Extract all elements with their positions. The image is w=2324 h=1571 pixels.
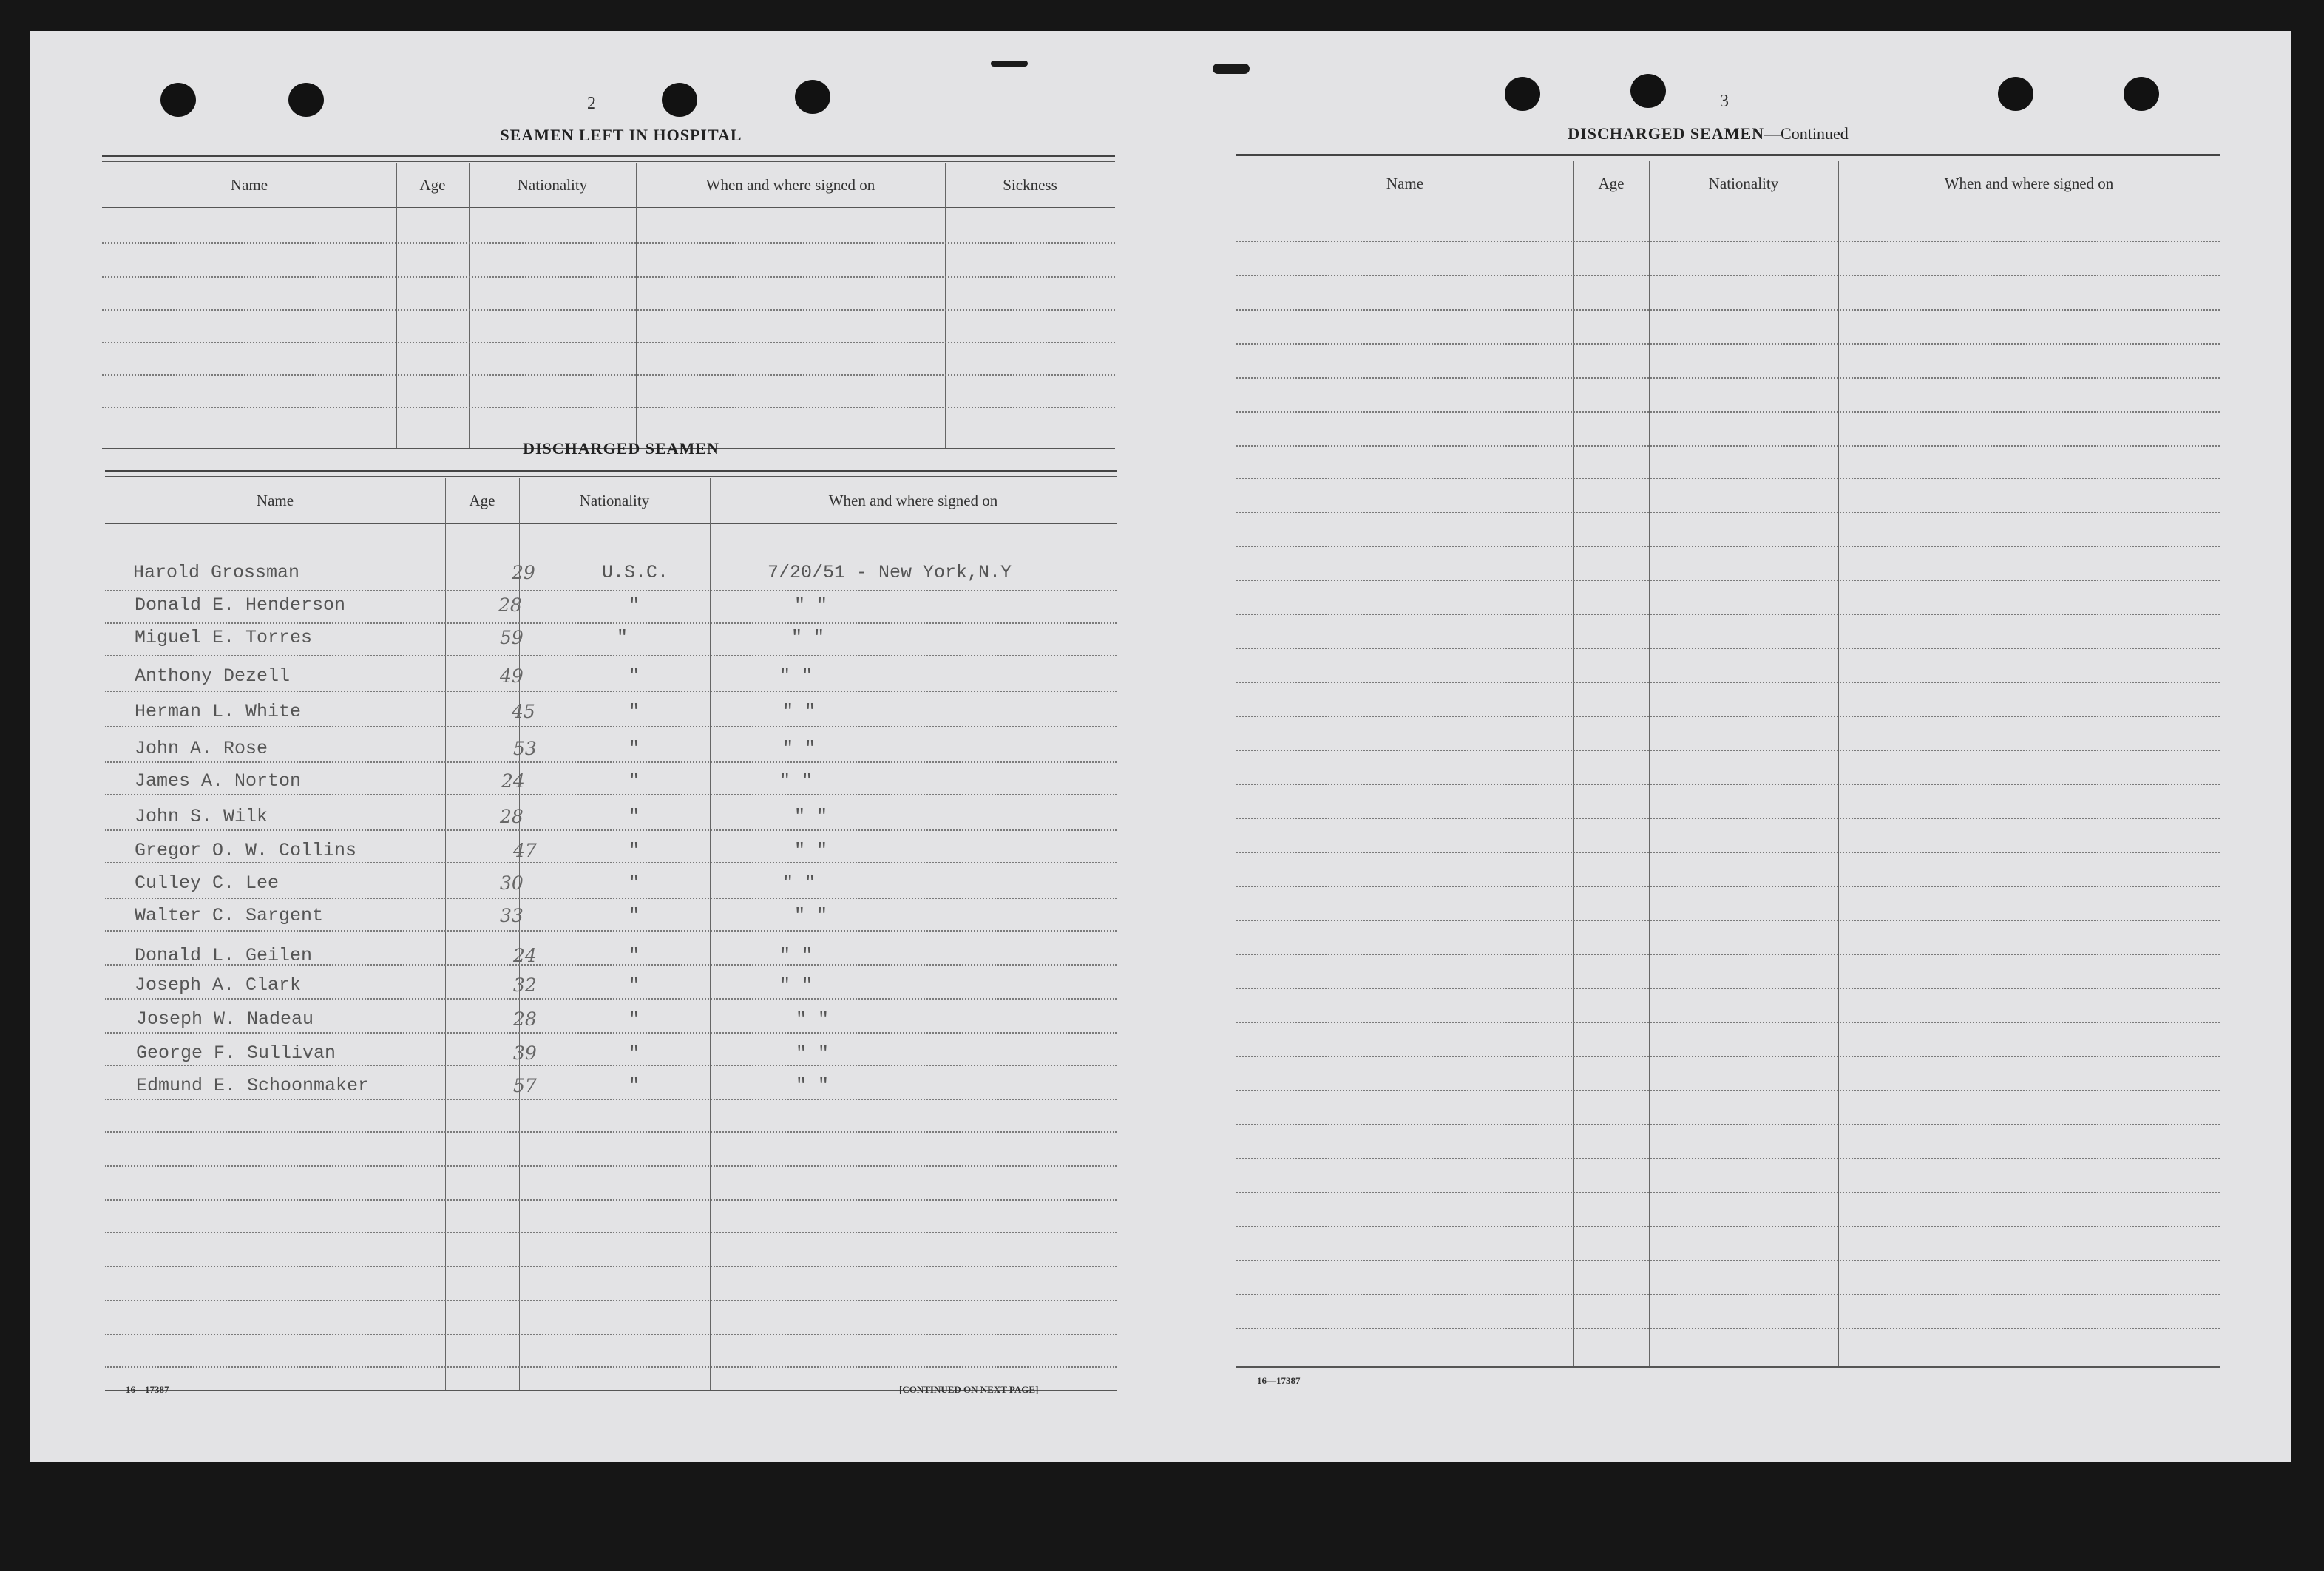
discharged-continued-title-suffix: —Continued [1764,124,1849,143]
discharged-continued-title [1412,124,2004,143]
seaman-name: Joseph A. Clark [135,974,302,996]
seaman-signed-on: " " [779,945,813,966]
seaman-signed-on: " " [779,974,813,996]
seaman-name: Edmund E. Schoonmaker [136,1075,370,1096]
seaman-signed-on: " " [782,738,816,759]
seaman-nationality: " [629,806,640,827]
hospital-col-name: Name [230,175,268,194]
seaman-nationality: " [629,665,640,687]
seaman-signed-on: " " [791,627,825,648]
seaman-age: 59 [500,627,524,648]
seaman-nationality: " [629,905,640,926]
seaman-nationality: " [629,701,640,722]
discharged-table [105,470,1117,1393]
page-number-left: 2 [587,94,596,113]
seaman-name: Gregor O. W. Collins [135,840,357,861]
discharged-header-row [105,478,1117,524]
seaman-name: Walter C. Sargent [135,905,324,926]
discharged-continued-title-main: DISCHARGED SEAMEN [1568,124,1765,143]
seaman-nationality: " [629,1042,640,1064]
form-number-right: 16—17387 [1257,1375,1301,1386]
seaman-name: John S. Wilk [135,806,268,827]
seaman-age: 24 [513,945,537,966]
punch-hole [1630,74,1666,108]
seaman-name: James A. Norton [135,770,302,792]
seaman-signed-on: " " [782,701,816,722]
hospital-col-signed-on: When and where signed on [705,175,875,194]
continued-col-age: Age [1598,174,1625,192]
discharged-col-age: Age [469,491,495,509]
hospital-col-nationality: Nationality [517,175,588,194]
seaman-signed-on: " " [782,872,816,894]
seaman-age: 53 [513,738,537,759]
punch-hole [2124,77,2159,111]
hospital-header-row [102,163,1115,208]
seaman-signed-on: " " [796,1075,830,1096]
continued-header-row [1236,161,2220,206]
seaman-nationality: " [629,594,640,616]
seaman-nationality: " [629,840,640,861]
seaman-name: John A. Rose [135,738,268,759]
document-sheet [30,31,2291,1462]
punch-hole [1998,77,2033,111]
punch-hole [160,83,196,117]
paper-tear-mark [1213,64,1250,74]
paper-tear-mark [991,61,1028,67]
seaman-name: Donald E. Henderson [135,594,346,616]
punch-hole [1505,77,1540,111]
hospital-col-sickness: Sickness [1003,175,1057,194]
seaman-signed-on: " " [794,594,828,616]
seaman-signed-on: " " [796,1008,830,1030]
seaman-name: George F. Sullivan [136,1042,336,1064]
hospital-table [102,155,1115,451]
discharged-section-title: DISCHARGED SEAMEN [523,439,719,458]
continued-col-name: Name [1386,174,1424,192]
seaman-age: 39 [513,1042,537,1064]
seaman-nationality: " [629,1075,640,1096]
seaman-age: 28 [498,594,522,616]
seaman-name: Miguel E. Torres [135,627,313,648]
punch-hole [662,83,697,117]
seaman-signed-on: 7/20/51 - New York,N.Y [768,562,1012,583]
continued-col-signed-on: When and where signed on [1944,174,2114,192]
page-number-right: 3 [1720,92,1729,111]
discharged-col-nationality: Nationality [579,491,650,509]
seaman-age: 47 [513,840,537,861]
seaman-name: Harold Grossman [133,562,300,583]
seaman-signed-on: " " [794,905,828,926]
seaman-nationality: " [629,770,640,792]
seaman-nationality: " [617,627,629,648]
seaman-age: 28 [513,1008,537,1030]
seaman-age: 28 [500,806,524,827]
seaman-age: 45 [512,701,535,722]
punch-hole [795,80,830,114]
seaman-name: Joseph W. Nadeau [136,1008,314,1030]
hospital-col-age: Age [419,175,446,194]
seaman-signed-on: " " [794,840,828,861]
seaman-signed-on: " " [779,770,813,792]
form-number-left: 16—17387 [126,1384,169,1395]
seaman-name: Culley C. Lee [135,872,280,894]
continued-col-nationality: Nationality [1708,174,1779,192]
seaman-age: 24 [501,770,525,792]
seaman-signed-on: " " [796,1042,830,1064]
continued-note: [CONTINUED ON NEXT PAGE] [899,1384,1039,1395]
seaman-name: Donald L. Geilen [135,945,313,966]
seaman-signed-on: " " [794,806,828,827]
seaman-nationality: " [629,945,640,966]
seaman-age: 33 [500,905,524,926]
seaman-signed-on: " " [779,665,813,687]
seaman-nationality: " [629,974,640,996]
seaman-age: 30 [500,872,524,894]
seaman-nationality: " [629,1008,640,1030]
discharged-continued-table [1236,154,2220,1369]
seaman-age: 57 [513,1075,537,1096]
seaman-name: Anthony Dezell [135,665,291,687]
seaman-nationality: " [629,872,640,894]
seaman-nationality: " [629,738,640,759]
seaman-age: 49 [500,665,524,687]
discharged-col-signed-on: When and where signed on [828,491,998,509]
seaman-nationality: U.S.C. [602,562,669,583]
seaman-age: 32 [513,974,537,996]
seaman-age: 29 [512,562,535,583]
discharged-col-name: Name [256,491,294,509]
seaman-name: Herman L. White [135,701,302,722]
hospital-section-title: SEAMEN LEFT IN HOSPITAL [500,126,742,144]
punch-hole [288,83,324,117]
